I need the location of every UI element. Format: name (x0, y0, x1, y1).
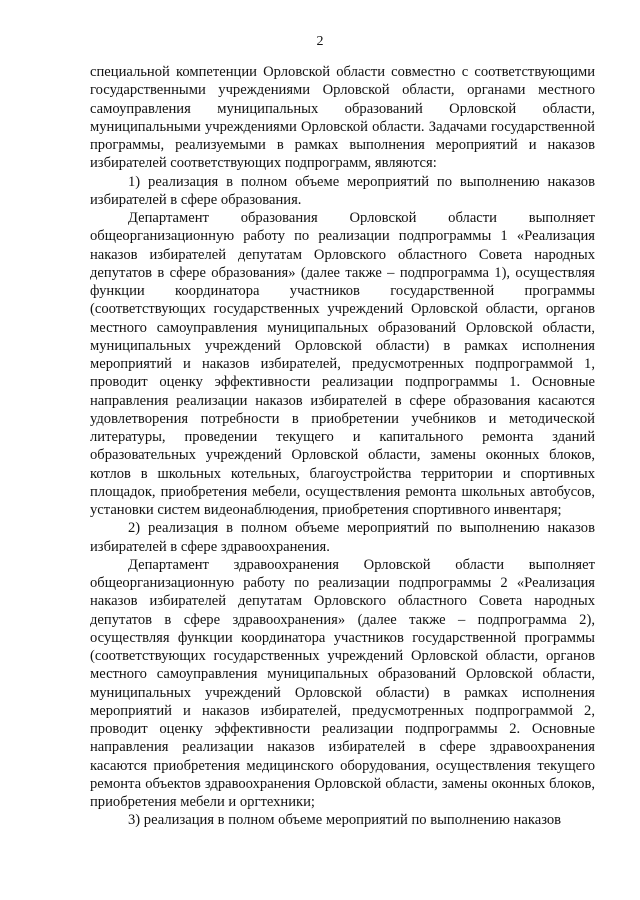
paragraph-healthcare-department: Департамент здравоохранения Орловской области выполняет общеорганизационную работу по реализации подпрограммы 2 «Реализация наказов избирателей депутатам Орловского областного Совета народных депутатов в сфере здравоохранения» (далее также – подпрограмма 2), осуществляя функции координатора участников государственной программы (соответствующих государственных учреждений Орловской области, органов местного самоуправления муниципальных образований Орловской области, муниципальных учреждений Орловской области) в рамках исполнения мероприятий и наказов избирателей, предусмотренных подпрограммой 2, проводит оценку эффективности реализации подпрограммы 2. Основные направления реализации наказов избирателей в сфере здравоохранения касаются приобретения медицинского оборудования, осуществления текущего ремонта объектов здравоохранения Орловской области, замены оконных блоков, приобретения мебели и оргтехники; (90, 556, 595, 810)
document-body (90, 63, 595, 830)
page-number: 2 (316, 34, 324, 49)
paragraph-item-3: 3) реализация в полном объеме мероприятий по выполнению наказов (128, 812, 562, 829)
paragraph-item-1-education: 1) реализация в полном объеме мероприятий по выполнению наказов избирателей в сфере образования. (90, 173, 595, 208)
paragraph-education-department: Департамент образования Орловской области выполняет общеорганизационную работу по реализации подпрограммы 1 «Реализация наказов избирателей депутатам Орловского областного Совета народных депутатов в сфере образования» (далее также – подпрограмма 1), осуществляя функции координатора участников государственной программы (соответствующих государственных учреждений Орловской области, органов местного самоуправления муниципальных образований Орловской области, муниципальных учреждений Орловской области) в рамках исполнения мероприятий и наказов избирателей, предусмотренных подпрограммой 1, проводит оценку эффективности реализации подпрограммы 1. Основные направления реализации наказов избирателей в сфере образования касаются удовлетворения потребности в приобретении учебников и методической литературы, проведении текущего и капитального ремонта зданий образовательных учреждений Орловской области, замены оконных блоков, котлов в школьных котельных, благоустройства территории и спортивных площадок, приобретения мебели, осуществления ремонта школьных автобусов, установки систем видеонаблюдения, приобретения спортивного инвентаря; (90, 210, 595, 518)
paragraph-intro: специальной компетенции Орловской области совместно с соответствующими государственными учреждениями Орловской области, органами местного самоуправления муниципальных образований Орловской области, муниципальными учреждениями Орловской области. Задачами государственной программы, реализуемыми в рамках выполнения мероприятий и наказов избирателей соответствующих подпрограмм, являются: (90, 64, 595, 172)
paragraph-item-2-healthcare: 2) реализация в полном объеме мероприятий по выполнению наказов избирателей в сфере здравоохранения. (90, 520, 595, 555)
